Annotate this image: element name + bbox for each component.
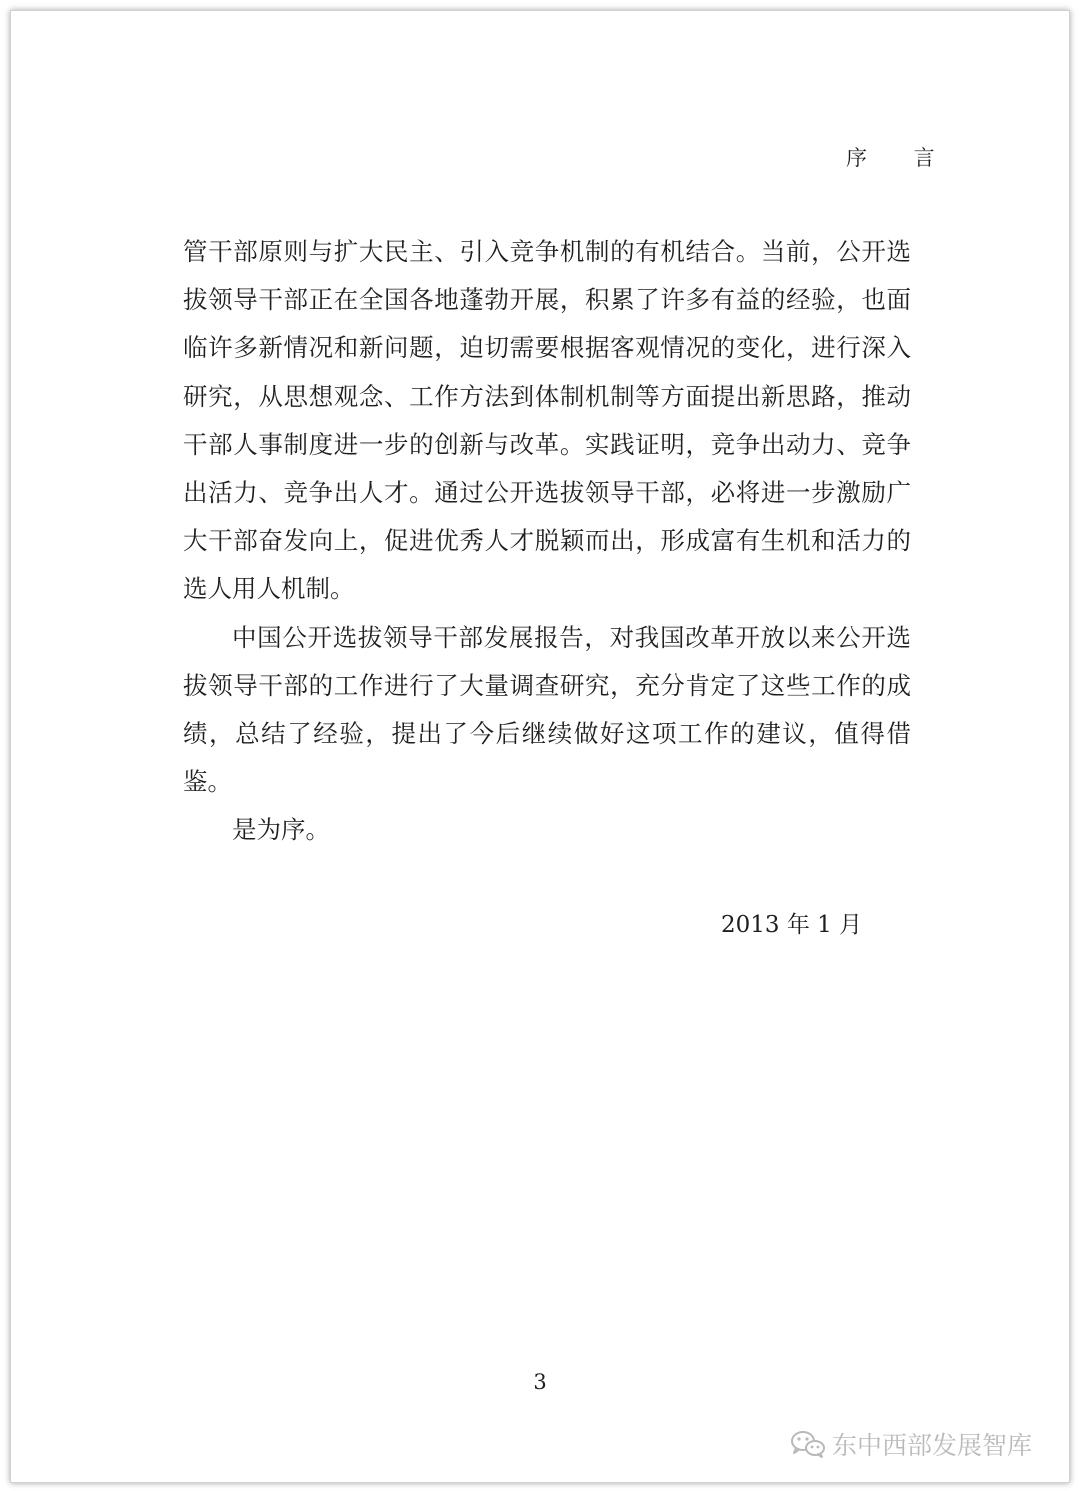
body-text xyxy=(183,228,911,855)
watermark xyxy=(790,1427,1032,1461)
wechat-icon xyxy=(790,1429,826,1459)
page-number: 3 xyxy=(533,1370,547,1394)
paragraph: 中国公开选拔领导干部发展报告，对我国改革开放以来公开选拔领导干部的工作进行了大量调查研究，充分肯定了这些工作的成绩，总结了经验，提出了今后继续做好这项工作的建议，值得借鉴。 xyxy=(183,622,911,797)
watermark-text: 东中西部发展智库 xyxy=(832,1431,1033,1460)
closing-line: 是为序。 xyxy=(232,815,330,845)
paragraph-continued: 管干部原则与扩大民主、引入竞争机制的有机结合。当前，公开选拔领导干部正在全国各地蓬勃开展，积累了许多有益的经验，也面临许多新情况和新问题，迫切需要根据客观情况的变化，进行深入研究，从思想观念、工作方法到体制机制等方面提出新思路，推动干部人事制度进一步的创新与改革。实践证明，竞争出动力、竞争出活力、竞争出人才。通过公开选拔领导干部，必将进一步激励广大干部奋发向上，促进优秀人才脱颖而出，形成富有生机和活力的选人用人机制。 xyxy=(183,237,911,604)
date-line: 2013 年 1 月 xyxy=(721,912,863,938)
running-head: 序 言 xyxy=(846,146,955,170)
